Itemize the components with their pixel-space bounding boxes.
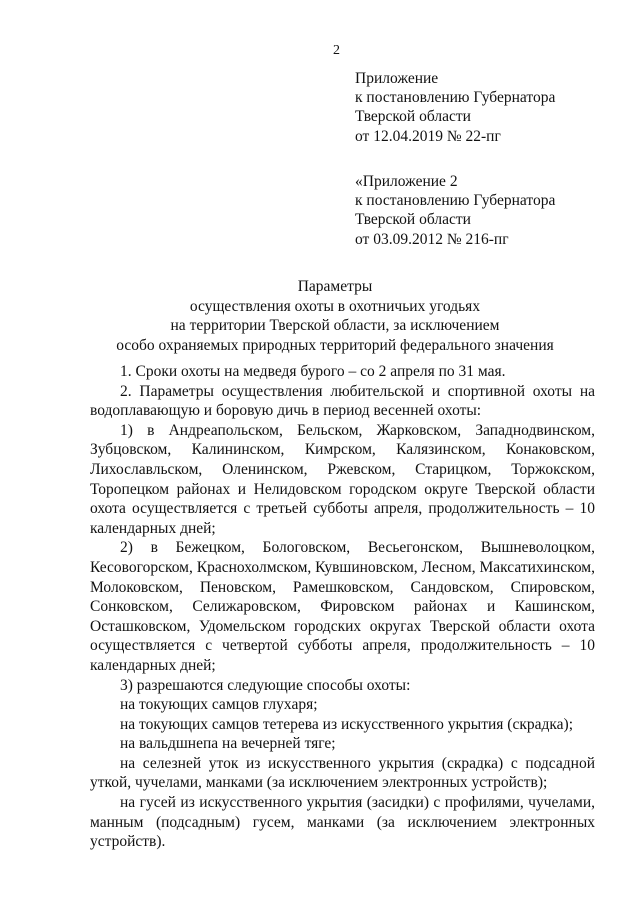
appendix-1-line: от 12.04.2019 № 22-пг: [355, 127, 501, 145]
appendix-1-line: Тверской области: [355, 108, 471, 126]
title-line: на территории Тверской области, за исключением: [170, 317, 500, 334]
body-paragraph: 3) разрешаются следующие способы охоты:: [120, 676, 411, 694]
body-paragraph: 2) в Бежецком, Бологовском, Весьегонском, Вышневолоцком, Кесовогорском, Краснохолмском, Кувшиновском, Лесном, Максатихинском, Молоковском, Пеновском, Рамешковском, Сандовском, Спировском, Сонковском, Селижаровском, Фировском районах и Кашинском, Осташковском, Удомельском городских округах Тверской области охота осуществляется с четвертой субботы апреля, продолжительность – 10 календарных дней;: [90, 539, 595, 674]
body-paragraph: 2. Параметры осуществления любительской и спортивной охоты на водоплавающую и боровую дичь в период весенней охоты:: [90, 382, 595, 420]
title-line: осуществления охоты в охотничьих угодьях: [189, 297, 481, 315]
appendix-2-line: к постановлению Губернатора: [355, 192, 556, 210]
appendix-1-line: к постановлению Губернатора: [355, 89, 556, 107]
page-number: 2: [333, 43, 340, 58]
appendix-1-line: Приложение: [355, 70, 439, 87]
body-paragraph: на токующих самцов тетерева из искусственного укрытия (скрадка);: [120, 715, 574, 733]
body-paragraph: 1) в Андреапольском, Бельском, Жарковском, Западнодвинском, Зубцовском, Калининском, Кимрском, Калязинском, Конаковском, Лихославльском, Оленинском, Ржевском, Старицком, Торжокском, Торопецком районах и Нелидовском городском округе Тверской области охота осуществляется с третьей субботы апреля, продолжительность – 10 календарных дней;: [90, 421, 595, 537]
appendix-1-block: [355, 69, 555, 146]
body-paragraph: на вальдшнепа на вечерней тяге;: [120, 735, 336, 753]
document-title: [90, 277, 580, 355]
appendix-2-block: [355, 172, 555, 249]
appendix-2-line: «Приложение 2: [355, 173, 458, 190]
title-line: особо охраняемых природных территорий федерального значения: [116, 336, 554, 354]
body-paragraph: на селезней уток из искусственного укрытия (скрадка) с подсадной уткой, чучелами, манками (за исключением электронных устройств);: [90, 754, 595, 792]
title-line: Параметры: [297, 278, 373, 295]
appendix-2-line: от 03.09.2012 № 216-пг: [355, 230, 509, 248]
appendix-2-line: Тверской области: [355, 211, 471, 229]
body-paragraph: на гусей из искусственного укрытия (засидки) с профилями, чучелами, манным (подсадным) гусем, манками (за исключением электронных устройств).: [90, 794, 595, 851]
body-paragraph: на токующих самцов глухаря;: [120, 696, 318, 714]
body-paragraph: 1. Сроки охоты на медведя бурого – со 2 апреля по 31 мая.: [120, 363, 506, 380]
document-body: [90, 362, 595, 852]
